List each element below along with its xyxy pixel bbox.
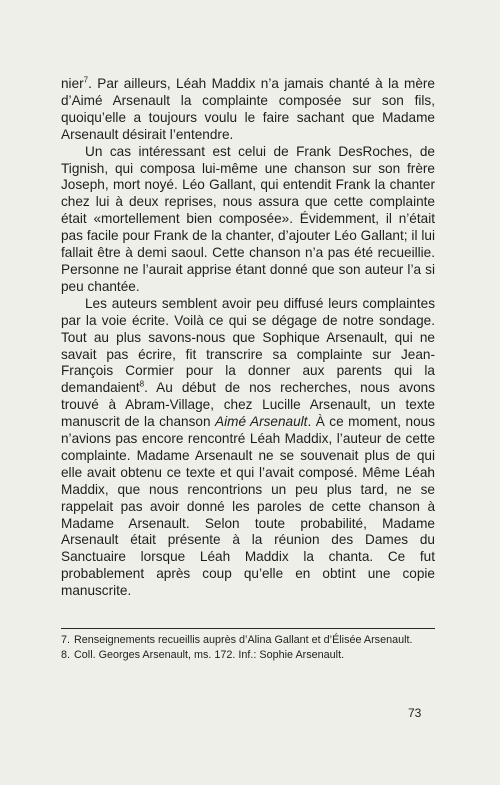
footnote-ref-7: 7 [83, 75, 89, 85]
footnote-number: 8. [61, 648, 71, 661]
footnote-text: Coll. Georges Arsenault, ms. 172. Inf.: Sophie Arsenault. [74, 648, 345, 661]
footnote-ref-8: 8 [139, 379, 145, 389]
paragraph-3-start: Les auteurs semblent avoir peu diffusé leurs complaintes par la voie écrite. Voilà ce qui se dégage de notre sondage. Tout au plus savons-nous que Sophique Arsenault, qui ne savait pas écrire, fit transcrire sa complainte sur Jean-François Cormier pour la donner aux parents qui la demandaient [61, 295, 435, 396]
paragraph-1-rest: . Par ailleurs, Léah Maddix n’a jamais chanté à la mère d’Aimé Arsenault la complainte composée sur son fils, quoiqu’elle a toujours voulu le faire sachant que Madame Arsenault désirait l’entendre. [61, 76, 435, 142]
paragraph-3-end: . À ce moment, nous n’avions pas encore rencontré Léah Maddix, l’auteur de cette complainte. Madame Arsenault ne se souvenait plus de qui elle avait obtenu ce texte et qui l’avait composé. Même Léah Maddix, que nous rencontrions un peu plus tard, ne se rappelait pas avoir donné les paroles de cette chanson à Madame Arsenault. Selon toute probabilité, Madame Arsenault était présente à la réunion des Dames du Sanctuaire lorsque Léah Maddix la chanta. Ce fut probablement après coup qu’elle en obtint une copie manuscrite. [61, 414, 436, 599]
song-title: Aimé Arsenault [215, 414, 308, 430]
footnote-text: Renseignements recueillis auprès d’Alina Gallant et d’Élisée Arsenault. [74, 634, 413, 646]
footnote [61, 634, 435, 648]
main-text [61, 76, 435, 600]
footnote [61, 649, 435, 663]
paragraph-1-start: nier [61, 76, 84, 91]
paragraph-1 [61, 76, 435, 144]
footnotes [61, 628, 435, 664]
paragraph-3 [61, 296, 435, 600]
paragraph-3-middle: . Au début de nos recherches, nous avons trouvé à Abram-Village, chez Lucille Arsenault, un texte manuscrit de la chanson [61, 380, 435, 430]
footnote-number: 7. [61, 634, 71, 646]
paragraph-2: Un cas intéressant est celui de Frank DesRoches, de Tignish, qui composa lui-même une chanson sur son frère Joseph, mort noyé. Léo Gallant, qui entendit Frank la chanter chez lui à deux reprises, nous assura que cette complainte était «mortellement bien composée». Évidemment, il n’était pas facile pour Frank de la chanter, d’ajouter Léo Gallant; il lui fallait être à demi saoul. Cette chanson n’a pas été recueillie. Personne ne l’aurait apprise étant donné que son auteur l’a si peu chantée. [61, 143, 435, 294]
page-number: 73 [408, 706, 422, 720]
